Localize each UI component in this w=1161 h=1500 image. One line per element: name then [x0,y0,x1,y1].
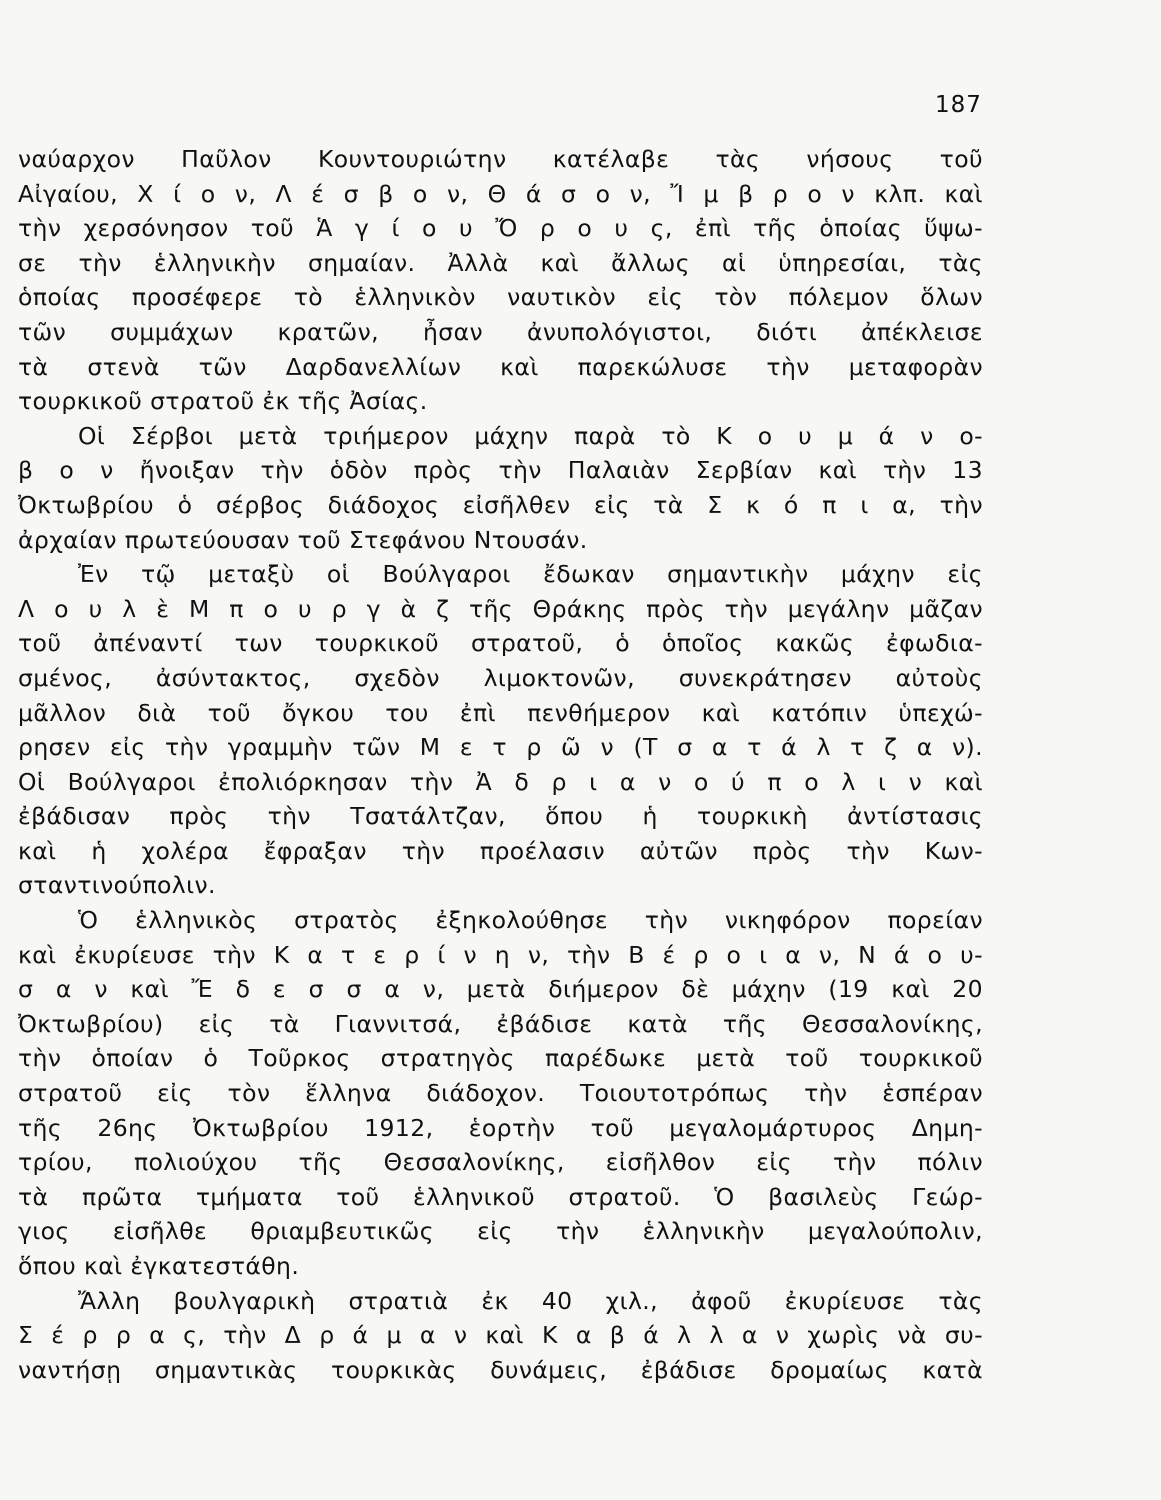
text-line: ὅπου καὶ ἐγκατεστάθη. [18,1252,300,1280]
body-text [18,142,983,1387]
text-line: ναύαρχον Παῦλον Κουντουριώτην κατέλαβε τὰς νήσους τοῦ [18,145,983,173]
text-line: σταντινούπολιν. [18,871,216,900]
text-line: Αἰγαίου, Χ ί ο ν, Λ έ σ β ο ν, Θ ά σ ο ν, Ἴ μ β ρ ο ν κλπ. καὶ [18,179,983,208]
text-line: στρατοῦ εἰς τὸν ἕλληνα διάδοχον. Τοιουτοτρόπως τὴν ἑσπέραν [18,1079,983,1108]
text-line: ἐβάδισαν πρὸς τὴν Τσατάλτζαν, ὅπου ἡ τουρκικὴ ἀντίστασις [18,802,983,831]
paragraph-start-line: Ἐν τῷ μεταξὺ οἱ Βούλγαροι ἔδωκαν σημαντικὴν μάχην εἰς [78,560,983,589]
text-line: Οἱ Βούλγαροι ἐπολιόρκησαν τὴν Ἀ δ ρ ι α ν ο ύ π ο λ ι ν καὶ [18,767,983,796]
text-line: ναντήσῃ σημαντικὰς τουρκικὰς δυνάμεις, ἐβάδισε δρομαίως κατὰ [18,1355,983,1384]
text-line: Ὀκτωβρίου ὁ σέρβος διάδοχος εἰσῆλθεν εἰς τὰ Σ κ ό π ι α, τὴν [18,490,983,519]
text-line: Λ ο υ λ ὲ Μ π ο υ ρ γ ὰ ζ τῆς Θράκης πρὸς τὴν μεγάλην μᾶζαν [18,594,983,623]
page-number: 187 [935,92,982,118]
paragraph-start-line: Ἄλλη βουλγαρικὴ στρατιὰ ἐκ 40 χιλ., ἀφοῦ ἐκυρίευσε τὰς [78,1286,983,1315]
text-line: σ α ν καὶ Ἔ δ ε σ σ α ν, μετὰ διήμερον δὲ μάχην (19 καὶ 20 [18,975,983,1004]
text-line: καὶ ἐκυρίευσε τὴν Κ α τ ε ρ ί ν η ν, τὴν Β έ ρ ο ι α ν, Ν ά ο υ- [18,940,983,969]
text-line: τοῦ ἀπέναντί των τουρκικοῦ στρατοῦ, ὁ ὁποῖος κακῶς ἐφωδια- [18,629,983,658]
paragraph-start-line: Ὁ ἑλληνικὸς στρατὸς ἐξηκολούθησε τὴν νικηφόρον πορείαν [78,906,983,935]
text-line: τὰ πρῶτα τμήματα τοῦ ἑλληνικοῦ στρατοῦ. Ὁ βασιλεὺς Γεώρ- [18,1182,983,1211]
text-line: τῶν συμμάχων κρατῶν, ἦσαν ἀνυπολόγιστοι, διότι ἀπέκλεισε [18,317,983,346]
text-line: ὁποίας προσέφερε τὸ ἑλληνικὸν ναυτικὸν εἰς τὸν πόλεμον ὅλων [18,283,983,312]
text-line: σε τὴν ἑλληνικὴν σημαίαν. Ἀλλὰ καὶ ἄλλως αἱ ὑπηρεσίαι, τὰς [18,248,983,277]
text-line: τουρκικοῦ στρατοῦ ἐκ τῆς Ἀσίας. [18,387,428,416]
text-line: τῆς 26ης Ὀκτωβρίου 1912, ἑορτὴν τοῦ μεγαλομάρτυρος Δημη- [18,1113,983,1142]
text-line: β ο ν ἤνοιξαν τὴν ὁδὸν πρὸς τὴν Παλαιὰν Σερβίαν καὶ τὴν 13 [18,456,983,485]
text-line: σμένος, ἀσύντακτος, σχεδὸν λιμοκτονῶν, συνεκράτησεν αὐτοὺς [18,663,983,692]
text-line: τὰ στενὰ τῶν Δαρδανελλίων καὶ παρεκώλυσε τὴν μεταφορὰν [18,352,983,381]
text-line: μᾶλλον διὰ τοῦ ὄγκου του ἐπὶ πενθήμερον καὶ κατόπιν ὑπεχώ- [18,698,983,727]
text-line: γιος εἰσῆλθε θριαμβευτικῶς εἰς τὴν ἑλληνικὴν μεγαλούπολιν, [18,1217,983,1246]
text-line: Ὀκτωβρίου) εἰς τὰ Γιαννιτσά, ἐβάδισε κατὰ τῆς Θεσσαλονίκης, [18,1009,983,1038]
text-line: Σ έ ρ ρ α ς, τὴν Δ ρ ά μ α ν καὶ Κ α β ά λ λ α ν χωρὶς νὰ συ- [18,1321,983,1350]
text-line: τὴν χερσόνησον τοῦ Ἁ γ ί ο υ Ὄ ρ ο υ ς, ἐπὶ τῆς ὁποίας ὕψω- [18,214,983,243]
paragraph-start-line: Οἱ Σέρβοι μετὰ τριήμερον μάχην παρὰ τὸ Κ ο υ μ ά ν ο- [78,421,983,450]
text-line: τὴν ὁποίαν ὁ Τοῦρκος στρατηγὸς παρέδωκε μετὰ τοῦ τουρκικοῦ [18,1044,983,1073]
text-line: καὶ ἡ χολέρα ἔφραξαν τὴν προέλασιν αὐτῶν πρὸς τὴν Κων- [18,836,983,865]
text-line: ἀρχαίαν πρωτεύουσαν τοῦ Στεφάνου Ντουσάν. [18,525,588,554]
text-line: τρίου, πολιούχου τῆς Θεσσαλονίκης, εἰσῆλθον εἰς τὴν πόλιν [18,1148,983,1177]
text-line: ρησεν εἰς τὴν γραμμὴν τῶν Μ ε τ ρ ῶ ν (Τ σ α τ ά λ τ ζ α ν). [18,733,983,762]
